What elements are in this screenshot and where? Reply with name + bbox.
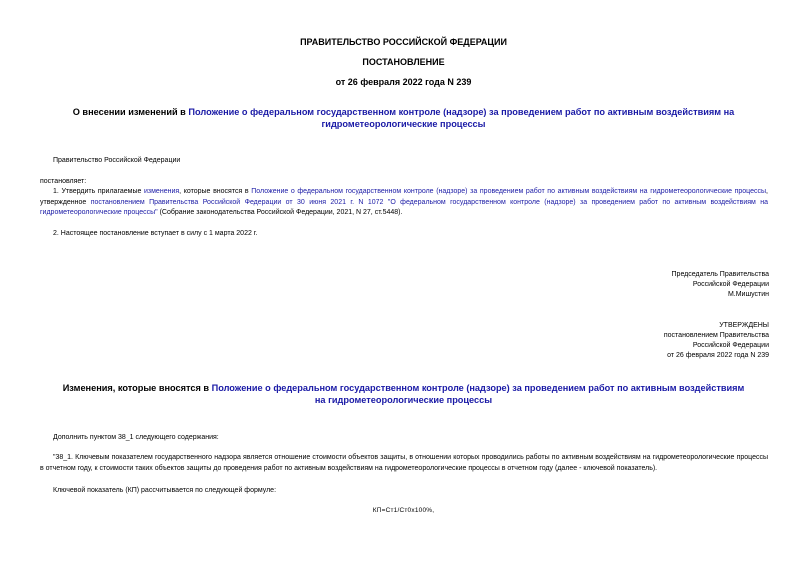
title-link[interactable]: Положение о федеральном государственном контроле (надзоре) за проведением работ по активным воздействиям на гидрометеорологические процессы xyxy=(188,107,735,129)
page-title xyxy=(60,106,747,130)
changes-title xyxy=(60,382,747,406)
gov-heading: ПРАВИТЕЛЬСТВО РОССИЙСКОЙ ФЕДЕРАЦИИ xyxy=(300,37,507,47)
approved-line-1: УТВЕРЖДЕНЫ xyxy=(719,322,769,329)
paragraph-38-1: "38_1. Ключевым показателем государственного надзора является отношение стоимости объектов защиты, в отношении которых проводились работы по активным воздействиям на гидрометеорологические процессы в отчетном году, к стоимости таких объектов защиты до проведения работ по активным воздействиям на гидрометеорологические процессы в отчетном году (далее - ключевой показатель). xyxy=(40,454,768,472)
p1-text-b: , которые вносятся в xyxy=(179,188,252,195)
approved-line-4: от 26 февраля 2022 года N 239 xyxy=(667,352,769,359)
p1-link-regulation[interactable]: Положение о федеральном государственном контроле (надзоре) за проведением работ по активным воздействиям на гидрометеорологические процессы xyxy=(251,188,767,195)
changes-title-link[interactable]: Положение о федеральном государственном контроле (надзоре) за проведением работ по активным воздействиям на гидрометеорологические процессы xyxy=(211,383,745,405)
approved-line-2: постановлением Правительства xyxy=(663,332,769,339)
formula-intro: Ключевой показатель (КП) рассчитывается по следующей формуле: xyxy=(53,487,277,494)
approved-line-3: Российской Федерации xyxy=(692,342,769,349)
p1-text-d: (Собрание законодательства Российской Федерации, 2021, N 27, ст.5448). xyxy=(157,209,403,216)
p1-link-decree[interactable]: постановлением Правительства Российской Федерации от 30 июня 2021 г. N 1072 "О федеральном государственном контроле (надзоре) за проведением работ по активным воздействиям на гидрометеорологические процессы" xyxy=(40,198,768,216)
gov-name: Правительство Российской Федерации xyxy=(53,157,181,164)
p1-link-changes[interactable]: изменения xyxy=(144,188,180,195)
changes-intro: Дополнить пунктом 38_1 следующего содержания: xyxy=(53,434,219,441)
decrees-word: постановляет: xyxy=(40,178,87,185)
paragraph-1 xyxy=(40,187,768,219)
doc-date: от 26 февраля 2022 года N 239 xyxy=(335,77,472,87)
p1-text-a: 1. Утвердить прилагаемые xyxy=(53,188,144,195)
signature-name: М.Мишустин xyxy=(727,291,769,298)
doc-type: ПОСТАНОВЛЕНИЕ xyxy=(362,57,445,67)
formula: КП=Ст1/Ст0х100%, xyxy=(372,507,435,514)
signature-title-1: Председатель Правительства xyxy=(671,271,769,278)
title-prefix: О внесении изменений в xyxy=(72,107,189,117)
p1-text-c: , утвержденное xyxy=(40,188,768,206)
paragraph-2: 2. Настоящее постановление вступает в силу с 1 марта 2022 г. xyxy=(53,230,258,237)
changes-title-prefix: Изменения, которые вносятся в xyxy=(62,383,212,393)
signature-title-2: Российской Федерации xyxy=(692,281,769,288)
